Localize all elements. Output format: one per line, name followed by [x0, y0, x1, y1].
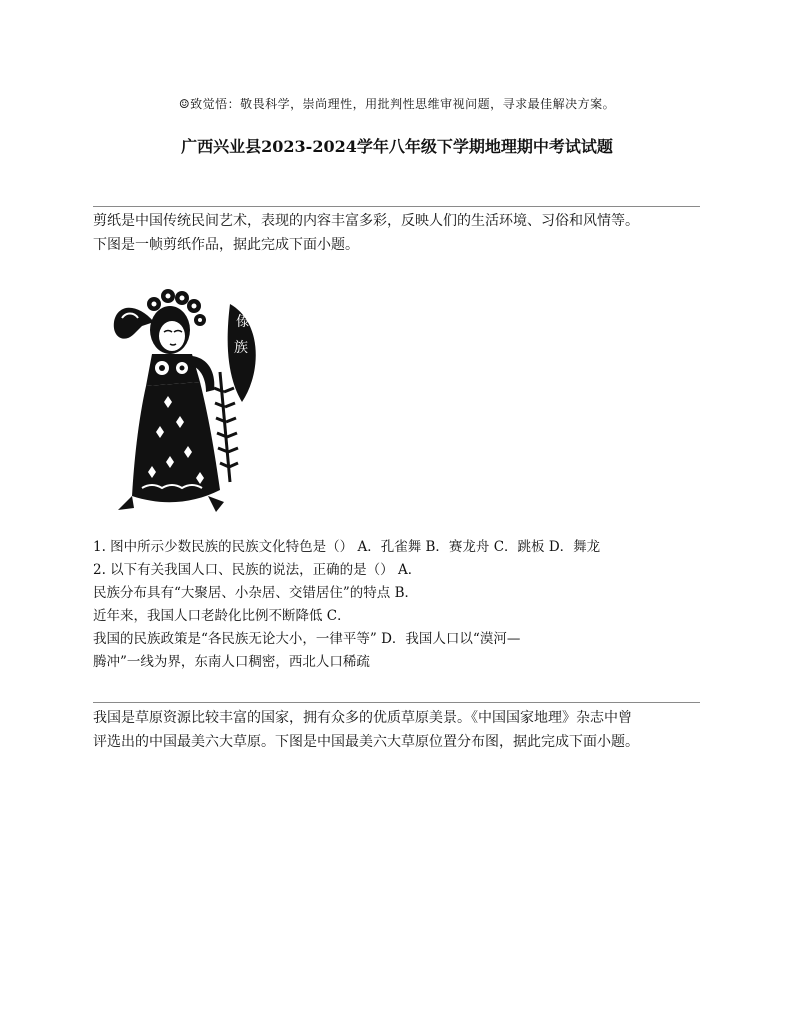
page-title: 广西兴业县2023-2024学年八年级下学期地理期中考试试题	[181, 137, 613, 156]
question-2-option: 我国的民族政策是“各民族无论大小，一律平等” D．我国人口以“漠河—	[93, 631, 521, 647]
svg-text:族: 族	[234, 340, 248, 356]
question-list	[93, 536, 703, 674]
section2-intro	[93, 706, 703, 754]
motto-line: ☺致觉悟：敬畏科学，崇尚理性，用批判性思维审视问题，寻求最佳解决方案。	[178, 97, 616, 111]
intro-line: 我国是草原资源比较丰富的国家，拥有众多的优质草原美景。《中国国家地理》杂志中曾	[93, 710, 632, 726]
section-divider	[93, 206, 700, 207]
question-2: 2. 以下有关我国人口、民族的说法，正确的是（） A．	[93, 562, 422, 578]
question-2-option: 近年来，我国人口老龄化比例不断降低 C．	[93, 608, 351, 624]
intro-line: 下图是一帧剪纸作品，据此完成下面小题。	[93, 237, 359, 253]
intro-line: 评选出的中国最美六大草原。下图是中国最美六大草原位置分布图，据此完成下面小题。	[93, 734, 639, 750]
section1-intro	[93, 209, 703, 257]
intro-line: 剪纸是中国传统民间艺术，表现的内容丰富多彩，反映人们的生活环境、习俗和风情等。	[93, 213, 639, 229]
question-2-option: 民族分布具有“大聚居、小杂居、交错居住”的特点 B．	[93, 585, 419, 601]
question-1: 1. 图中所示少数民族的民族文化特色是（） A．孔雀舞 B．赛龙舟 C．跳板 D．舞龙	[93, 539, 601, 555]
svg-text:傣: 傣	[236, 314, 250, 330]
section-divider	[93, 702, 700, 703]
papercut-dancer-image	[112, 282, 264, 514]
question-2-option: 腾冲”一线为界，东南人口稠密，西北人口稀疏	[93, 654, 370, 670]
